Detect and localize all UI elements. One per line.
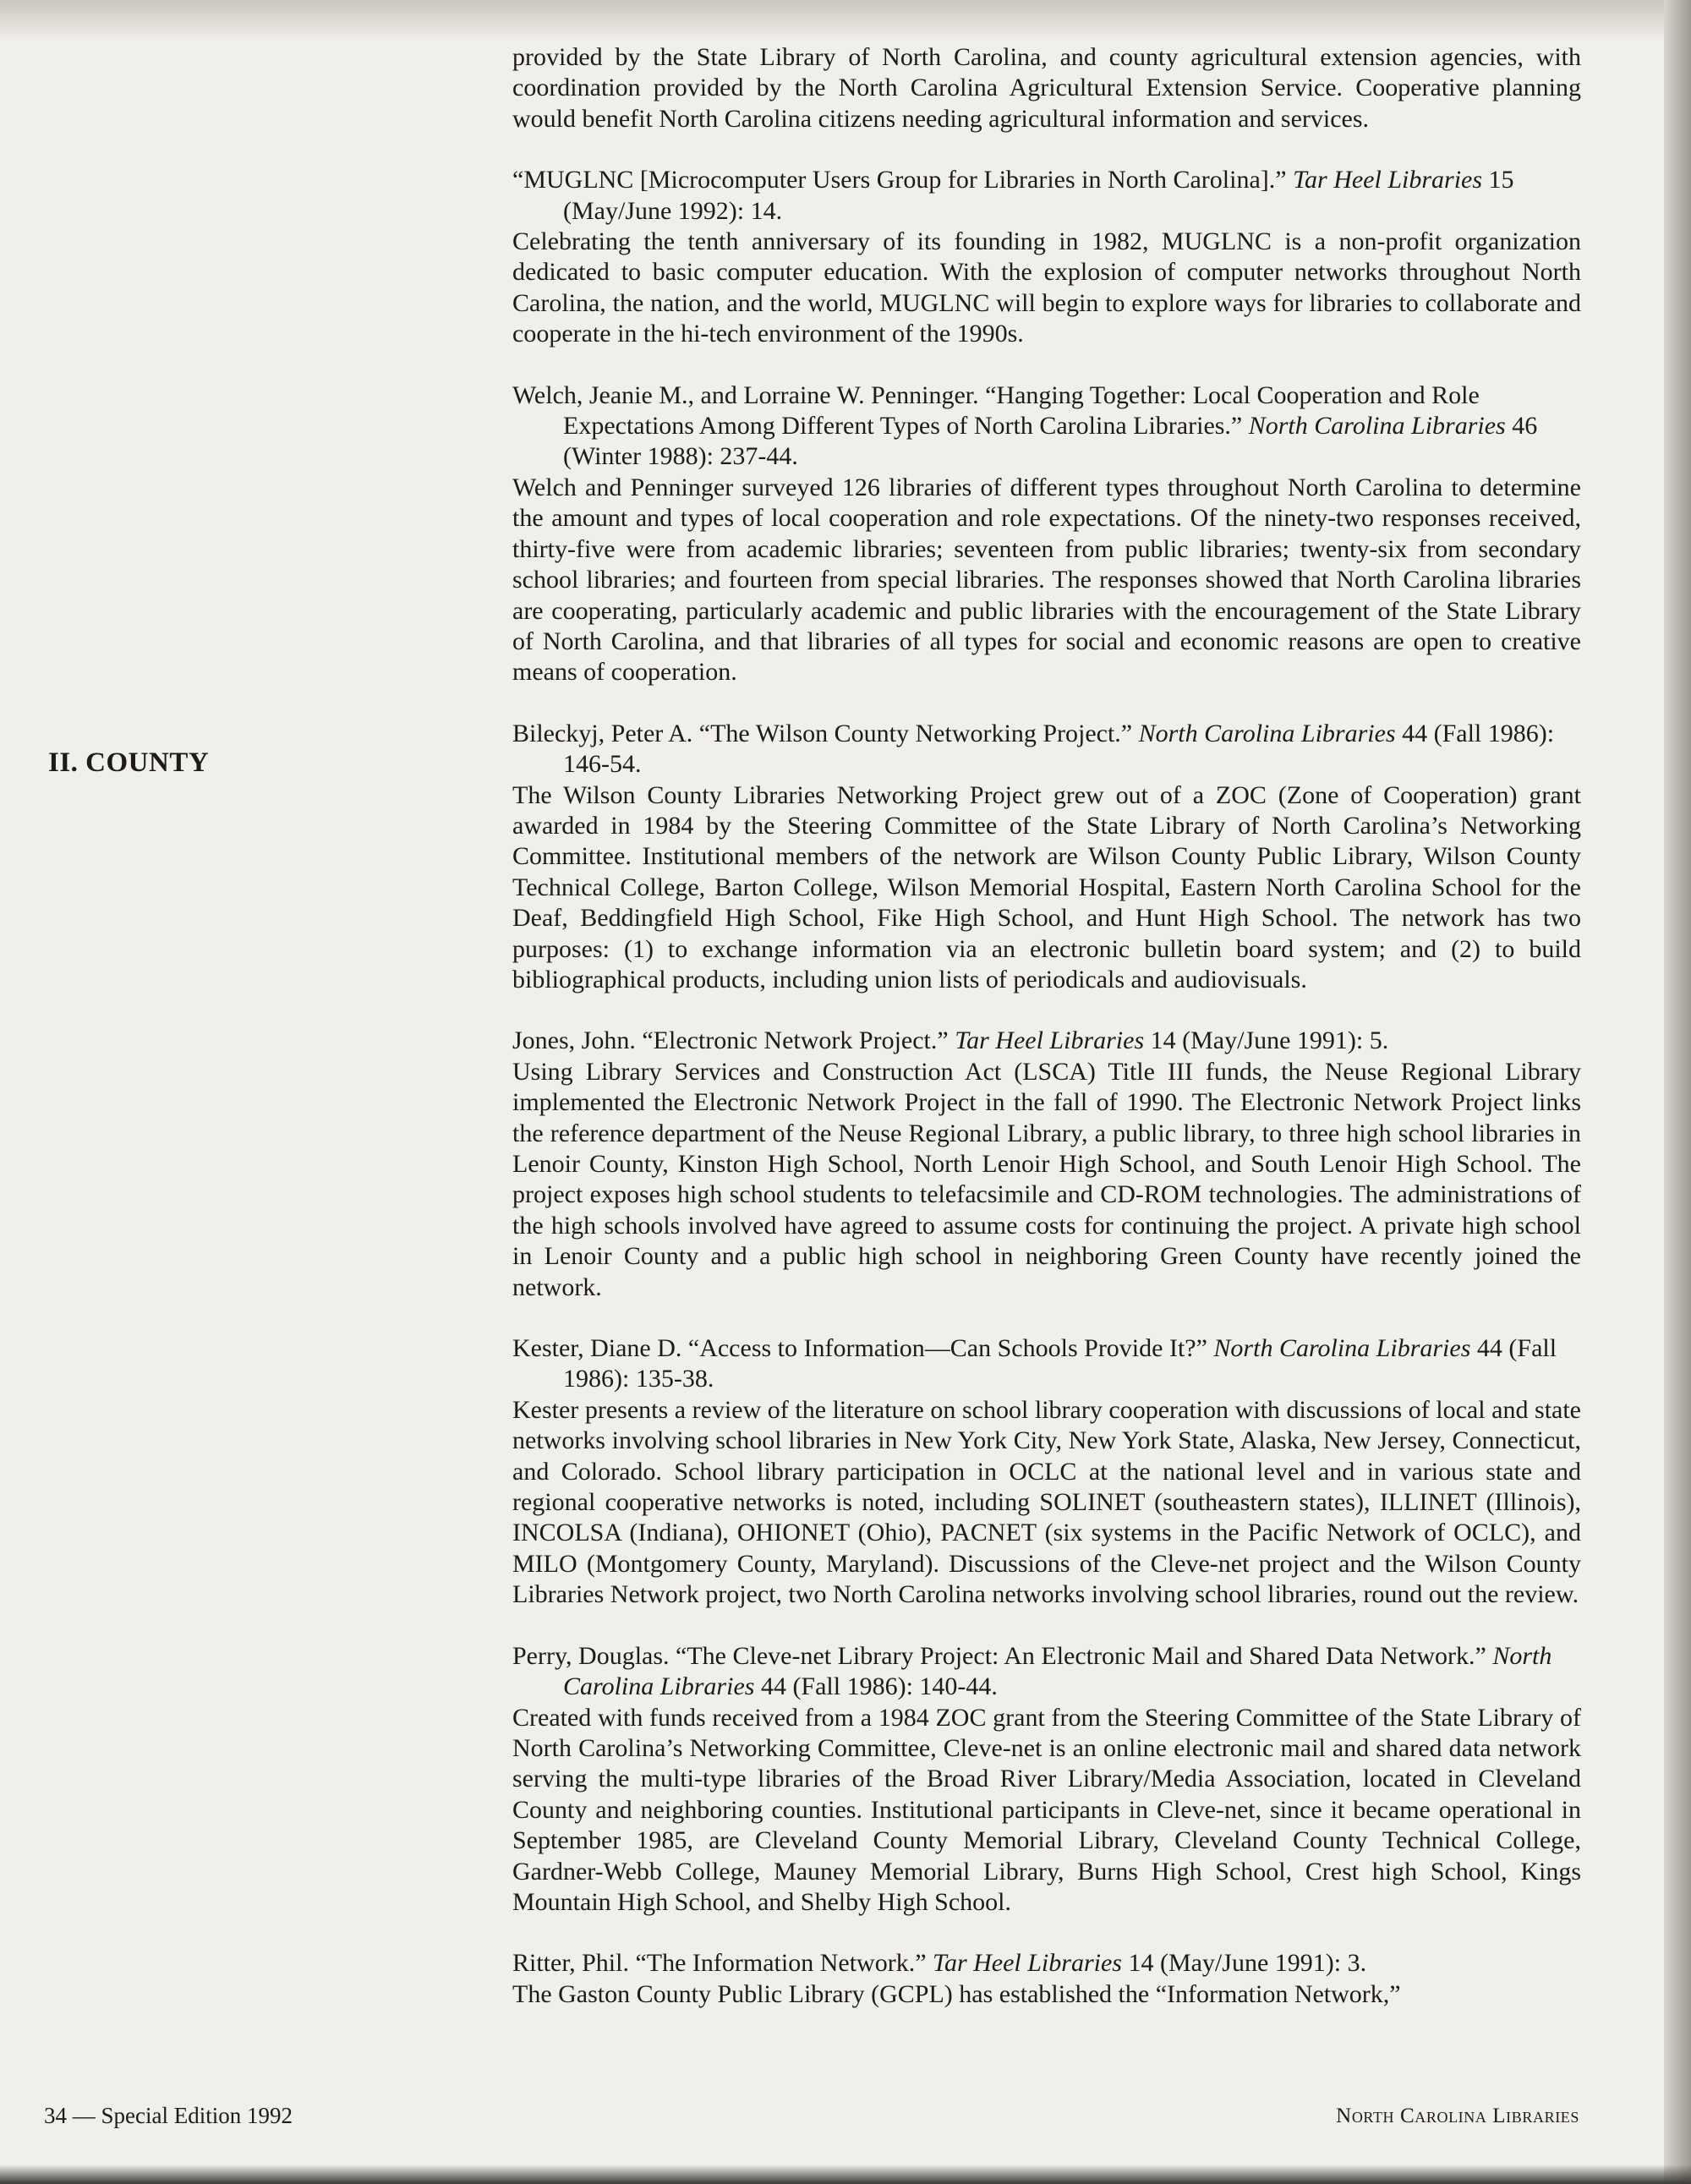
annotation-text: Created with funds received from a 1984 ZOC grant from the Steering Committee of the State Library of North Carolina’s Networking Committee, Cleve-net is an online electronic mail and shared data network serving the multi-type libraries of the Broad River Library/Media Association, located in Cleveland County and neighboring counties. Institutional participants in Cleve-net, since it became operational in September 1985, are Cleveland County Memorial Library, Cleveland County Technical College, Gardner-Webb College, Mauney Memorial Library, Burns High School, Crest high School, Kings Mountain High School, and Shelby High School.	[512, 1703, 1581, 1916]
citation-part: 44 (Fall 1986): 146-54.	[563, 719, 1555, 779]
annotation-text: provided by the State Library of North Carolina, and county agricultural extension agencies, with coordination provided by the North Carolina Agricultural Extension Service. Cooperative planning would benefit North Carolina citizens needing agricultural information and services.	[512, 43, 1581, 133]
annotation-text: Welch and Penninger surveyed 126 libraries of different types throughout North Carolina to determine the amount and types of local cooperation and role expectations. Of the ninety-two responses received, thirty-five were from academic libraries; seventeen from public libraries; twenty-six from secondary school libraries; and fourteen from special libraries. The responses showed that North Carolina libraries are cooperating, particularly academic and public libraries with the encouragement of the State Library of North Carolina, and that libraries of all types for social and economic reasons are open to creative means of cooperation.	[512, 473, 1581, 687]
scan-shadow-bottom	[0, 2165, 1691, 2184]
citation-journal: North Carolina Libraries	[563, 1641, 1552, 1701]
citation-part: Perry, Douglas. “The Cleve-net Library Project: An Electronic Mail and Shared Data Network.”	[512, 1641, 1493, 1670]
annotation-text: The Gaston County Public Library (GCPL) has established the “Information Network,”	[512, 1979, 1401, 2008]
citation-part: 14 (May/June 1991): 5.	[1144, 1026, 1389, 1055]
citation-part: 44 (Fall 1986): 140-44.	[754, 1672, 998, 1701]
bibliography-entry	[512, 165, 1581, 349]
citation	[512, 719, 1581, 780]
citation-journal: North Carolina Libraries	[1248, 412, 1506, 441]
bibliography-entry	[512, 380, 1581, 688]
citation	[512, 1026, 1581, 1056]
annotation-text: Celebrating the tenth anniversary of its founding in 1982, MUGLNC is a non-profit organization dedicated to basic computer education. With the explosion of computer networks throughout North Carolina, the nation, and the world, MUGLNC will begin to explore ways for libraries to collaborate and cooperate in the hi-tech environment of the 1990s.	[512, 227, 1581, 348]
citation-part: “MUGLNC [Microcomputer Users Group for Libraries in North Carolina].”	[512, 166, 1294, 194]
citation-part: Welch, Jeanie M., and Lorraine W. Penninger. “Hanging Together: Local Cooperation and Role Expectations Among Different Types of North Carolina Libraries.”	[512, 380, 1480, 441]
citation	[512, 165, 1581, 227]
citation-part: Bileckyj, Peter A. “The Wilson County Networking Project.”	[512, 719, 1139, 747]
citation-journal: Tar Heel Libraries	[955, 1026, 1145, 1055]
bibliography-column	[512, 42, 1581, 2040]
citation-part: 44 (Fall 1986): 135-38.	[563, 1334, 1557, 1393]
scan-shadow-top	[0, 0, 1691, 41]
bibliography-entry	[512, 1641, 1581, 1919]
citation	[512, 1333, 1581, 1395]
citation-part: Jones, John. “Electronic Network Project.”	[512, 1026, 955, 1055]
citation-part: 46 (Winter 1988): 237-44.	[563, 412, 1538, 471]
citation-journal: North Carolina Libraries	[1138, 719, 1396, 747]
bibliography-entry	[512, 1948, 1581, 2010]
scan-shadow-right	[1664, 0, 1691, 2184]
citation-part: Kester, Diane D. “Access to Information—Can Schools Provide It?”	[512, 1334, 1214, 1363]
citation	[512, 1641, 1581, 1703]
citation	[512, 380, 1581, 473]
citation-journal: Tar Heel Libraries	[933, 1949, 1122, 1978]
annotation-text: Kester presents a review of the literature on school library cooperation with discussions of local and state networks involving school libraries in New York City, New York State, Alaska, New Jersey, Connecticut, and Colorado. School library participation in OCLC at the national level and in various state and regional cooperative networks is noted, including SOLINET (southeastern states), ILLINET (Illinois), INCOLSA (Indiana), OHIONET (Ohio), PACNET (six systems in the Pacific Network of OCLC), and MILO (Montgomery County, Maryland). Discussions of the Cleve-net project and the Wilson County Libraries Network project, two North Carolina networks involving school libraries, round out the review.	[512, 1395, 1581, 1609]
citation	[512, 1948, 1581, 1979]
citation-part: 15 (May/June 1992): 14.	[563, 166, 1514, 225]
page-footer-right: North Carolina Libraries	[1336, 2105, 1579, 2127]
annotation-text: Using Library Services and Construction Act (LSCA) Title III funds, the Neuse Regional Library implemented the Electronic Network Project in the fall of 1990. The Electronic Network Project links the reference department of the Neuse Regional Library, a public library, to three high school libraries in Lenoir County, Kinston High School, North Lenoir High School, and South Lenoir High School. The project exposes high school students to telefacsimile and CD-ROM technologies. The administrations of the high schools involved have agreed to assume costs for continuing the project. A private high school in Lenoir County and a public high school in neighboring Green County have recently joined the network.	[512, 1057, 1581, 1301]
citation-part: Ritter, Phil. “The Information Network.”	[512, 1949, 933, 1978]
page-footer-left: 34 — Special Edition 1992	[44, 2103, 293, 2128]
bibliography-entry	[512, 1333, 1581, 1611]
bibliography-entry	[512, 719, 1581, 996]
section-heading: II. COUNTY	[48, 747, 210, 778]
annotation-text: The Wilson County Libraries Networking Project grew out of a ZOC (Zone of Cooperation) grant awarded in 1984 by the Steering Committee of the State Library of North Carolina’s Networking Committee. Institutional members of the network are Wilson County Public Library, Wilson County Technical College, Barton College, Wilson Memorial Hospital, Eastern North Carolina School for the Deaf, Beddingfield High School, Fike High School, and Hunt High School. The network has two purposes: (1) to exchange information via an electronic bulletin board system; and (2) to build bibliographical products, including union lists of periodicals and audiovisuals.	[512, 780, 1581, 993]
bibliography-entry	[512, 1026, 1581, 1303]
bibliography-entry	[512, 42, 1581, 134]
citation-part: 14 (May/June 1991): 3.	[1121, 1949, 1367, 1978]
citation-journal: North Carolina Libraries	[1213, 1334, 1471, 1363]
citation-journal: Tar Heel Libraries	[1293, 166, 1483, 194]
